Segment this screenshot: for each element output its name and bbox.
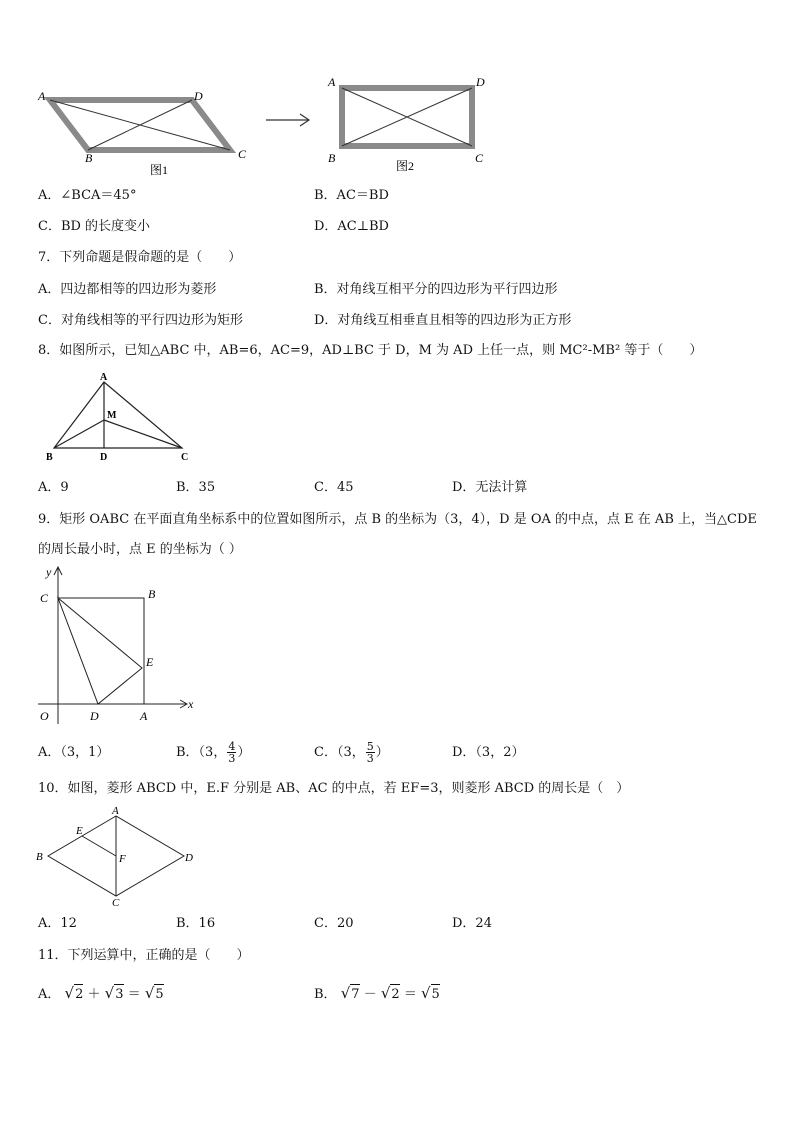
q9-stem-line2: 的周长最小时，点 E 的坐标为（ ）: [38, 542, 242, 557]
q8-option-a: A．9: [38, 480, 69, 495]
rectangle-oabc: [58, 598, 144, 704]
q6-option-a: A．∠BCA＝45°: [38, 188, 137, 203]
q6-option-b: B．AC＝BD: [314, 188, 389, 203]
label-a: A: [100, 372, 108, 383]
equals-sign: ＝: [127, 987, 141, 1002]
radicand: 5: [154, 984, 163, 1005]
label-c: C: [112, 897, 120, 906]
q10-option-c: C．20: [314, 916, 354, 931]
q7-option-a: A．四边都相等的四边形为菱形: [38, 282, 217, 297]
q9-option-b-fraction: [227, 741, 236, 764]
q6-figure-2: [322, 72, 492, 178]
operator: －: [363, 987, 377, 1002]
triangle-abc: [54, 382, 182, 448]
option-prefix: A．: [38, 987, 61, 1002]
q9-option-c-suffix: ）: [375, 745, 389, 760]
fig2-caption: 图2: [396, 159, 415, 173]
sqrt-icon: √: [380, 984, 391, 1002]
label-a: A: [38, 89, 46, 103]
label-x: x: [188, 697, 194, 711]
fig1-caption: 图1: [150, 163, 169, 177]
option-prefix: B．: [314, 987, 337, 1002]
q10-option-b: B．16: [176, 916, 216, 931]
label-b: B: [85, 151, 93, 165]
radicand: 7: [350, 984, 359, 1005]
q10-option-a: A．12: [38, 916, 77, 931]
arrow-icon: [264, 112, 314, 128]
q8-triangle-figure: [40, 370, 200, 468]
q6-option-d: D．AC⊥BD: [314, 219, 389, 234]
label-a: A: [112, 806, 119, 817]
q9-option-b-prefix: B．（3，: [176, 745, 227, 760]
q8-option-c: C．45: [314, 480, 354, 495]
label-e: E: [76, 825, 83, 837]
q8-stem: 8．如图所示，已知△ABC 中，AB=6，AC=9，AD⊥BC 于 D，M 为 AD 上任一点，则 MC²-MB² 等于（ ）: [38, 343, 703, 358]
label-d: D: [100, 452, 108, 463]
q9-option-d: D．（3，2）: [452, 745, 525, 760]
diagonal-bd: [88, 100, 192, 150]
q7-stem: 7．下列命题是假命题的是（ ）: [38, 250, 242, 265]
label-a: A: [140, 709, 148, 723]
segment-mc: [104, 420, 182, 448]
fraction-numerator: 4: [228, 740, 236, 753]
label-c: C: [181, 452, 189, 463]
q9-option-b: [176, 738, 250, 768]
triangle-cde: [58, 598, 142, 704]
radicand: 3: [114, 984, 123, 1005]
sqrt-icon: √: [64, 984, 75, 1002]
radicand: 5: [431, 984, 440, 1005]
q9-option-c: [314, 738, 389, 768]
q10-stem: 10．如图，菱形 ABCD 中，E.F 分别是 AB、AC 的中点，若 EF=3，则菱形 ABCD 的周长是（ ）: [38, 781, 630, 796]
operator: ＋: [87, 987, 101, 1002]
equals-sign: ＝: [403, 987, 417, 1002]
segment-ef: [82, 836, 116, 856]
q7-option-c: C．对角线相等的平行四边形为矩形: [38, 313, 243, 328]
q9-option-a: A．（3，1）: [38, 745, 110, 760]
label-d: D: [476, 75, 485, 89]
q11-option-b: [314, 983, 440, 1005]
radicand: 2: [74, 984, 83, 1005]
q11-stem: 11．下列运算中，正确的是（ ）: [38, 948, 250, 963]
label-m: M: [107, 410, 117, 421]
q9-option-c-fraction: [366, 741, 375, 764]
fraction-numerator: 5: [366, 740, 374, 753]
label-a: A: [328, 75, 336, 89]
q7-option-d: D．对角线互相垂直且相等的四边形为正方形: [314, 313, 572, 328]
label-o: O: [40, 709, 49, 723]
q10-rhombus-figure: [30, 806, 200, 906]
label-e: E: [146, 655, 154, 669]
q9-coordinate-figure: [30, 562, 210, 728]
sqrt-icon: √: [340, 984, 351, 1002]
sqrt-icon: √: [420, 984, 431, 1002]
label-b: B: [36, 851, 43, 863]
label-b: B: [148, 587, 156, 601]
label-d: D: [90, 709, 99, 723]
q8-option-d: D．无法计算: [452, 480, 528, 495]
fraction-denominator: 3: [366, 752, 374, 765]
sqrt-icon: √: [144, 984, 155, 1002]
q9-option-b-suffix: ）: [237, 745, 251, 760]
segment-mb: [54, 420, 104, 448]
fraction-denominator: 3: [228, 752, 236, 765]
q8-option-b: B．35: [176, 480, 216, 495]
q6-figure-1: [30, 78, 260, 178]
sqrt-icon: √: [104, 984, 115, 1002]
radicand: 2: [390, 984, 399, 1005]
label-f: F: [119, 853, 126, 865]
q6-option-c: C．BD 的长度变小: [38, 219, 151, 234]
label-c: C: [475, 151, 484, 165]
q7-option-b: B．对角线互相平分的四边形为平行四边形: [314, 282, 558, 297]
q10-option-d: D．24: [452, 916, 492, 931]
label-y: y: [46, 565, 52, 579]
label-b: B: [46, 452, 53, 463]
q9-stem-line1: 9．矩形 OABC 在平面直角坐标系中的位置如图所示，点 B 的坐标为（3，4），D 是 OA 的中点，点 E 在 AB 上，当△CDE: [38, 512, 757, 527]
label-c: C: [40, 591, 49, 605]
q11-option-a: [38, 983, 164, 1005]
label-d: D: [185, 852, 193, 864]
q9-option-c-prefix: C．（3，: [314, 745, 365, 760]
label-c: C: [238, 147, 247, 161]
label-b: B: [328, 151, 336, 165]
label-d: D: [194, 89, 203, 103]
